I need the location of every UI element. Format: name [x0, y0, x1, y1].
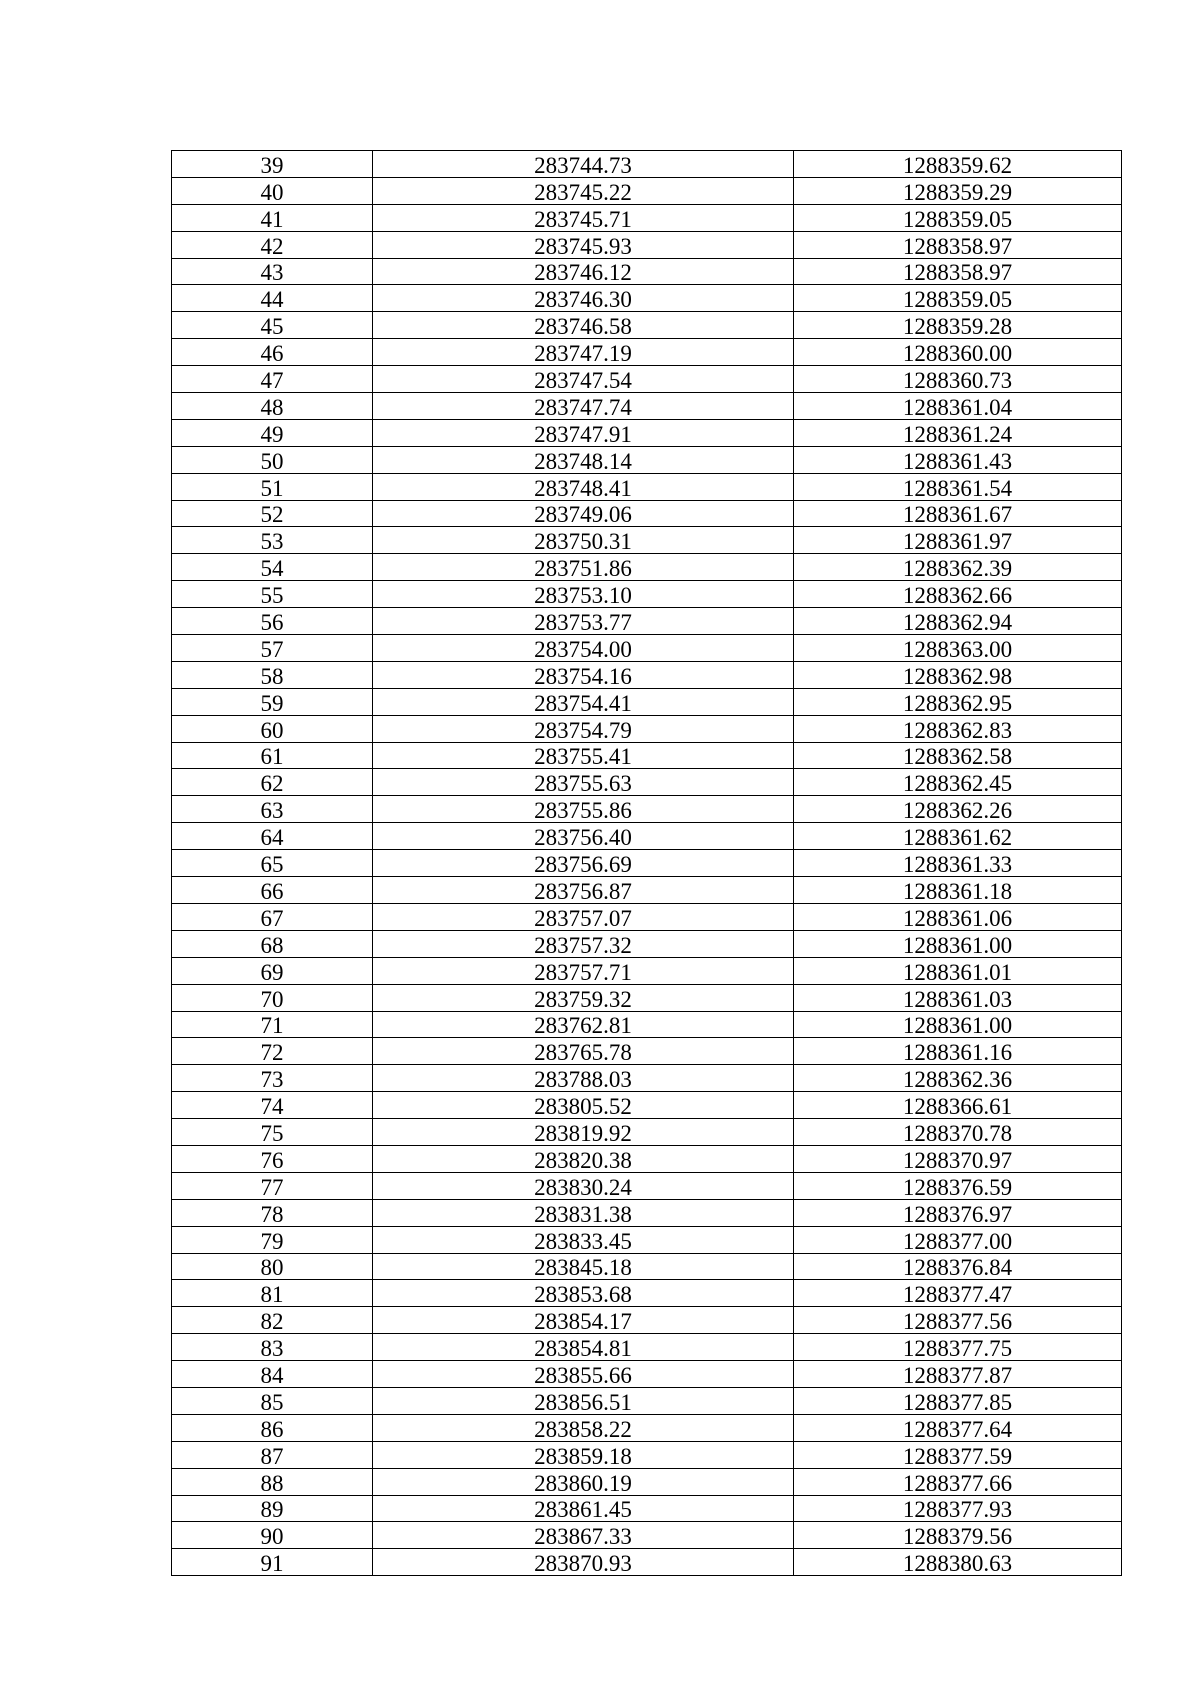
x-coordinate-cell: 283765.78: [373, 1038, 794, 1065]
table-row: [172, 1334, 1122, 1361]
point-number-cell: 39: [172, 151, 373, 178]
point-number-cell: 71: [172, 1011, 373, 1038]
point-number-cell: 79: [172, 1226, 373, 1253]
y-coordinate-cell: 1288360.73: [794, 366, 1122, 393]
table-row: [172, 473, 1122, 500]
table-row: [172, 1495, 1122, 1522]
y-coordinate-cell: 1288361.43: [794, 446, 1122, 473]
point-number-cell: 75: [172, 1119, 373, 1146]
x-coordinate-cell: 283754.41: [373, 688, 794, 715]
x-coordinate-cell: 283745.93: [373, 231, 794, 258]
y-coordinate-cell: 1288361.67: [794, 500, 1122, 527]
table-row: [172, 796, 1122, 823]
x-coordinate-cell: 283757.32: [373, 930, 794, 957]
y-coordinate-cell: 1288361.00: [794, 1011, 1122, 1038]
point-number-cell: 90: [172, 1522, 373, 1549]
x-coordinate-cell: 283755.41: [373, 742, 794, 769]
table-row: [172, 957, 1122, 984]
x-coordinate-cell: 283858.22: [373, 1414, 794, 1441]
y-coordinate-cell: 1288361.62: [794, 823, 1122, 850]
x-coordinate-cell: 283805.52: [373, 1092, 794, 1119]
table-row: [172, 1387, 1122, 1414]
point-number-cell: 88: [172, 1468, 373, 1495]
point-number-cell: 49: [172, 419, 373, 446]
table-row: [172, 608, 1122, 635]
y-coordinate-cell: 1288361.06: [794, 903, 1122, 930]
x-coordinate-cell: 283853.68: [373, 1280, 794, 1307]
y-coordinate-cell: 1288377.59: [794, 1441, 1122, 1468]
point-number-cell: 76: [172, 1145, 373, 1172]
table-row: [172, 1414, 1122, 1441]
y-coordinate-cell: 1288361.01: [794, 957, 1122, 984]
y-coordinate-cell: 1288359.05: [794, 204, 1122, 231]
table-row: [172, 1522, 1122, 1549]
x-coordinate-cell: 283747.74: [373, 393, 794, 420]
x-coordinate-cell: 283744.73: [373, 151, 794, 178]
point-number-cell: 83: [172, 1334, 373, 1361]
x-coordinate-cell: 283750.31: [373, 527, 794, 554]
x-coordinate-cell: 283756.87: [373, 877, 794, 904]
x-coordinate-cell: 283819.92: [373, 1119, 794, 1146]
point-number-cell: 68: [172, 930, 373, 957]
x-coordinate-cell: 283860.19: [373, 1468, 794, 1495]
x-coordinate-cell: 283756.69: [373, 850, 794, 877]
y-coordinate-cell: 1288376.84: [794, 1253, 1122, 1280]
y-coordinate-cell: 1288377.00: [794, 1226, 1122, 1253]
table-row: [172, 339, 1122, 366]
x-coordinate-cell: 283751.86: [373, 554, 794, 581]
point-number-cell: 41: [172, 204, 373, 231]
y-coordinate-cell: 1288359.05: [794, 285, 1122, 312]
point-number-cell: 56: [172, 608, 373, 635]
point-number-cell: 81: [172, 1280, 373, 1307]
point-number-cell: 84: [172, 1361, 373, 1388]
y-coordinate-cell: 1288361.16: [794, 1038, 1122, 1065]
y-coordinate-cell: 1288361.54: [794, 473, 1122, 500]
table-row: [172, 312, 1122, 339]
x-coordinate-cell: 283745.71: [373, 204, 794, 231]
point-number-cell: 40: [172, 177, 373, 204]
x-coordinate-cell: 283861.45: [373, 1495, 794, 1522]
y-coordinate-cell: 1288377.93: [794, 1495, 1122, 1522]
x-coordinate-cell: 283747.54: [373, 366, 794, 393]
x-coordinate-cell: 283762.81: [373, 1011, 794, 1038]
table-row: [172, 231, 1122, 258]
point-number-cell: 44: [172, 285, 373, 312]
point-number-cell: 62: [172, 769, 373, 796]
y-coordinate-cell: 1288379.56: [794, 1522, 1122, 1549]
table-row: [172, 500, 1122, 527]
x-coordinate-cell: 283748.14: [373, 446, 794, 473]
table-row: [172, 446, 1122, 473]
table-row: [172, 903, 1122, 930]
y-coordinate-cell: 1288361.03: [794, 984, 1122, 1011]
y-coordinate-cell: 1288362.58: [794, 742, 1122, 769]
y-coordinate-cell: 1288359.62: [794, 151, 1122, 178]
y-coordinate-cell: 1288377.64: [794, 1414, 1122, 1441]
y-coordinate-cell: 1288361.33: [794, 850, 1122, 877]
point-number-cell: 57: [172, 635, 373, 662]
point-number-cell: 73: [172, 1065, 373, 1092]
table-row: [172, 151, 1122, 178]
y-coordinate-cell: 1288362.66: [794, 581, 1122, 608]
table-row: [172, 1441, 1122, 1468]
x-coordinate-cell: 283833.45: [373, 1226, 794, 1253]
point-number-cell: 74: [172, 1092, 373, 1119]
y-coordinate-cell: 1288361.97: [794, 527, 1122, 554]
y-coordinate-cell: 1288376.97: [794, 1199, 1122, 1226]
point-number-cell: 55: [172, 581, 373, 608]
x-coordinate-cell: 283754.16: [373, 661, 794, 688]
y-coordinate-cell: 1288380.63: [794, 1549, 1122, 1576]
x-coordinate-cell: 283820.38: [373, 1145, 794, 1172]
point-number-cell: 91: [172, 1549, 373, 1576]
y-coordinate-cell: 1288362.26: [794, 796, 1122, 823]
y-coordinate-cell: 1288358.97: [794, 258, 1122, 285]
point-number-cell: 58: [172, 661, 373, 688]
y-coordinate-cell: 1288359.28: [794, 312, 1122, 339]
x-coordinate-cell: 283854.17: [373, 1307, 794, 1334]
table-row: [172, 1549, 1122, 1576]
point-number-cell: 43: [172, 258, 373, 285]
point-number-cell: 53: [172, 527, 373, 554]
y-coordinate-cell: 1288362.36: [794, 1065, 1122, 1092]
point-number-cell: 50: [172, 446, 373, 473]
x-coordinate-cell: 283747.91: [373, 419, 794, 446]
x-coordinate-cell: 283788.03: [373, 1065, 794, 1092]
table-row: [172, 554, 1122, 581]
x-coordinate-cell: 283757.07: [373, 903, 794, 930]
table-row: [172, 1307, 1122, 1334]
point-number-cell: 64: [172, 823, 373, 850]
y-coordinate-cell: 1288370.78: [794, 1119, 1122, 1146]
y-coordinate-cell: 1288362.98: [794, 661, 1122, 688]
x-coordinate-cell: 283753.77: [373, 608, 794, 635]
table-row: [172, 581, 1122, 608]
table-row: [172, 877, 1122, 904]
table-row: [172, 177, 1122, 204]
table-row: [172, 688, 1122, 715]
x-coordinate-cell: 283745.22: [373, 177, 794, 204]
point-number-cell: 54: [172, 554, 373, 581]
y-coordinate-cell: 1288363.00: [794, 635, 1122, 662]
point-number-cell: 63: [172, 796, 373, 823]
table-row: [172, 1280, 1122, 1307]
table-row: [172, 661, 1122, 688]
table-row: [172, 393, 1122, 420]
coordinate-table: [171, 150, 1122, 1576]
x-coordinate-cell: 283855.66: [373, 1361, 794, 1388]
table-row: [172, 285, 1122, 312]
table-row: [172, 1092, 1122, 1119]
point-number-cell: 47: [172, 366, 373, 393]
y-coordinate-cell: 1288362.95: [794, 688, 1122, 715]
table-row: [172, 1361, 1122, 1388]
point-number-cell: 48: [172, 393, 373, 420]
y-coordinate-cell: 1288377.47: [794, 1280, 1122, 1307]
table-row: [172, 419, 1122, 446]
y-coordinate-cell: 1288361.00: [794, 930, 1122, 957]
y-coordinate-cell: 1288377.85: [794, 1387, 1122, 1414]
x-coordinate-cell: 283845.18: [373, 1253, 794, 1280]
table-row: [172, 1226, 1122, 1253]
x-coordinate-cell: 283856.51: [373, 1387, 794, 1414]
table-row: [172, 984, 1122, 1011]
table-row: [172, 769, 1122, 796]
point-number-cell: 69: [172, 957, 373, 984]
point-number-cell: 66: [172, 877, 373, 904]
y-coordinate-cell: 1288359.29: [794, 177, 1122, 204]
y-coordinate-cell: 1288366.61: [794, 1092, 1122, 1119]
x-coordinate-cell: 283867.33: [373, 1522, 794, 1549]
y-coordinate-cell: 1288377.75: [794, 1334, 1122, 1361]
y-coordinate-cell: 1288377.87: [794, 1361, 1122, 1388]
x-coordinate-cell: 283748.41: [373, 473, 794, 500]
x-coordinate-cell: 283870.93: [373, 1549, 794, 1576]
table-row: [172, 850, 1122, 877]
point-number-cell: 45: [172, 312, 373, 339]
table-row: [172, 527, 1122, 554]
point-number-cell: 59: [172, 688, 373, 715]
point-number-cell: 52: [172, 500, 373, 527]
y-coordinate-cell: 1288362.45: [794, 769, 1122, 796]
x-coordinate-cell: 283757.71: [373, 957, 794, 984]
point-number-cell: 70: [172, 984, 373, 1011]
x-coordinate-cell: 283830.24: [373, 1172, 794, 1199]
y-coordinate-cell: 1288361.24: [794, 419, 1122, 446]
table-row: [172, 1145, 1122, 1172]
point-number-cell: 87: [172, 1441, 373, 1468]
table-row: [172, 204, 1122, 231]
point-number-cell: 82: [172, 1307, 373, 1334]
table-row: [172, 1199, 1122, 1226]
table-row: [172, 1172, 1122, 1199]
y-coordinate-cell: 1288376.59: [794, 1172, 1122, 1199]
point-number-cell: 46: [172, 339, 373, 366]
point-number-cell: 86: [172, 1414, 373, 1441]
point-number-cell: 60: [172, 715, 373, 742]
coordinate-table-body: [172, 151, 1122, 1576]
y-coordinate-cell: 1288362.83: [794, 715, 1122, 742]
table-row: [172, 1468, 1122, 1495]
x-coordinate-cell: 283749.06: [373, 500, 794, 527]
table-row: [172, 742, 1122, 769]
table-row: [172, 1119, 1122, 1146]
table-row: [172, 823, 1122, 850]
y-coordinate-cell: 1288361.18: [794, 877, 1122, 904]
table-row: [172, 1253, 1122, 1280]
x-coordinate-cell: 283859.18: [373, 1441, 794, 1468]
x-coordinate-cell: 283746.30: [373, 285, 794, 312]
y-coordinate-cell: 1288370.97: [794, 1145, 1122, 1172]
table-row: [172, 930, 1122, 957]
x-coordinate-cell: 283759.32: [373, 984, 794, 1011]
table-row: [172, 1038, 1122, 1065]
table-row: [172, 715, 1122, 742]
point-number-cell: 89: [172, 1495, 373, 1522]
y-coordinate-cell: 1288360.00: [794, 339, 1122, 366]
table-row: [172, 635, 1122, 662]
table-row: [172, 1011, 1122, 1038]
x-coordinate-cell: 283753.10: [373, 581, 794, 608]
point-number-cell: 77: [172, 1172, 373, 1199]
point-number-cell: 78: [172, 1199, 373, 1226]
x-coordinate-cell: 283746.58: [373, 312, 794, 339]
x-coordinate-cell: 283756.40: [373, 823, 794, 850]
x-coordinate-cell: 283746.12: [373, 258, 794, 285]
x-coordinate-cell: 283755.86: [373, 796, 794, 823]
x-coordinate-cell: 283754.00: [373, 635, 794, 662]
point-number-cell: 85: [172, 1387, 373, 1414]
y-coordinate-cell: 1288377.66: [794, 1468, 1122, 1495]
x-coordinate-cell: 283754.79: [373, 715, 794, 742]
y-coordinate-cell: 1288361.04: [794, 393, 1122, 420]
x-coordinate-cell: 283755.63: [373, 769, 794, 796]
point-number-cell: 80: [172, 1253, 373, 1280]
point-number-cell: 42: [172, 231, 373, 258]
point-number-cell: 65: [172, 850, 373, 877]
table-row: [172, 258, 1122, 285]
point-number-cell: 51: [172, 473, 373, 500]
point-number-cell: 72: [172, 1038, 373, 1065]
x-coordinate-cell: 283854.81: [373, 1334, 794, 1361]
y-coordinate-cell: 1288362.39: [794, 554, 1122, 581]
x-coordinate-cell: 283747.19: [373, 339, 794, 366]
y-coordinate-cell: 1288362.94: [794, 608, 1122, 635]
table-row: [172, 366, 1122, 393]
x-coordinate-cell: 283831.38: [373, 1199, 794, 1226]
y-coordinate-cell: 1288377.56: [794, 1307, 1122, 1334]
y-coordinate-cell: 1288358.97: [794, 231, 1122, 258]
point-number-cell: 67: [172, 903, 373, 930]
table-row: [172, 1065, 1122, 1092]
point-number-cell: 61: [172, 742, 373, 769]
